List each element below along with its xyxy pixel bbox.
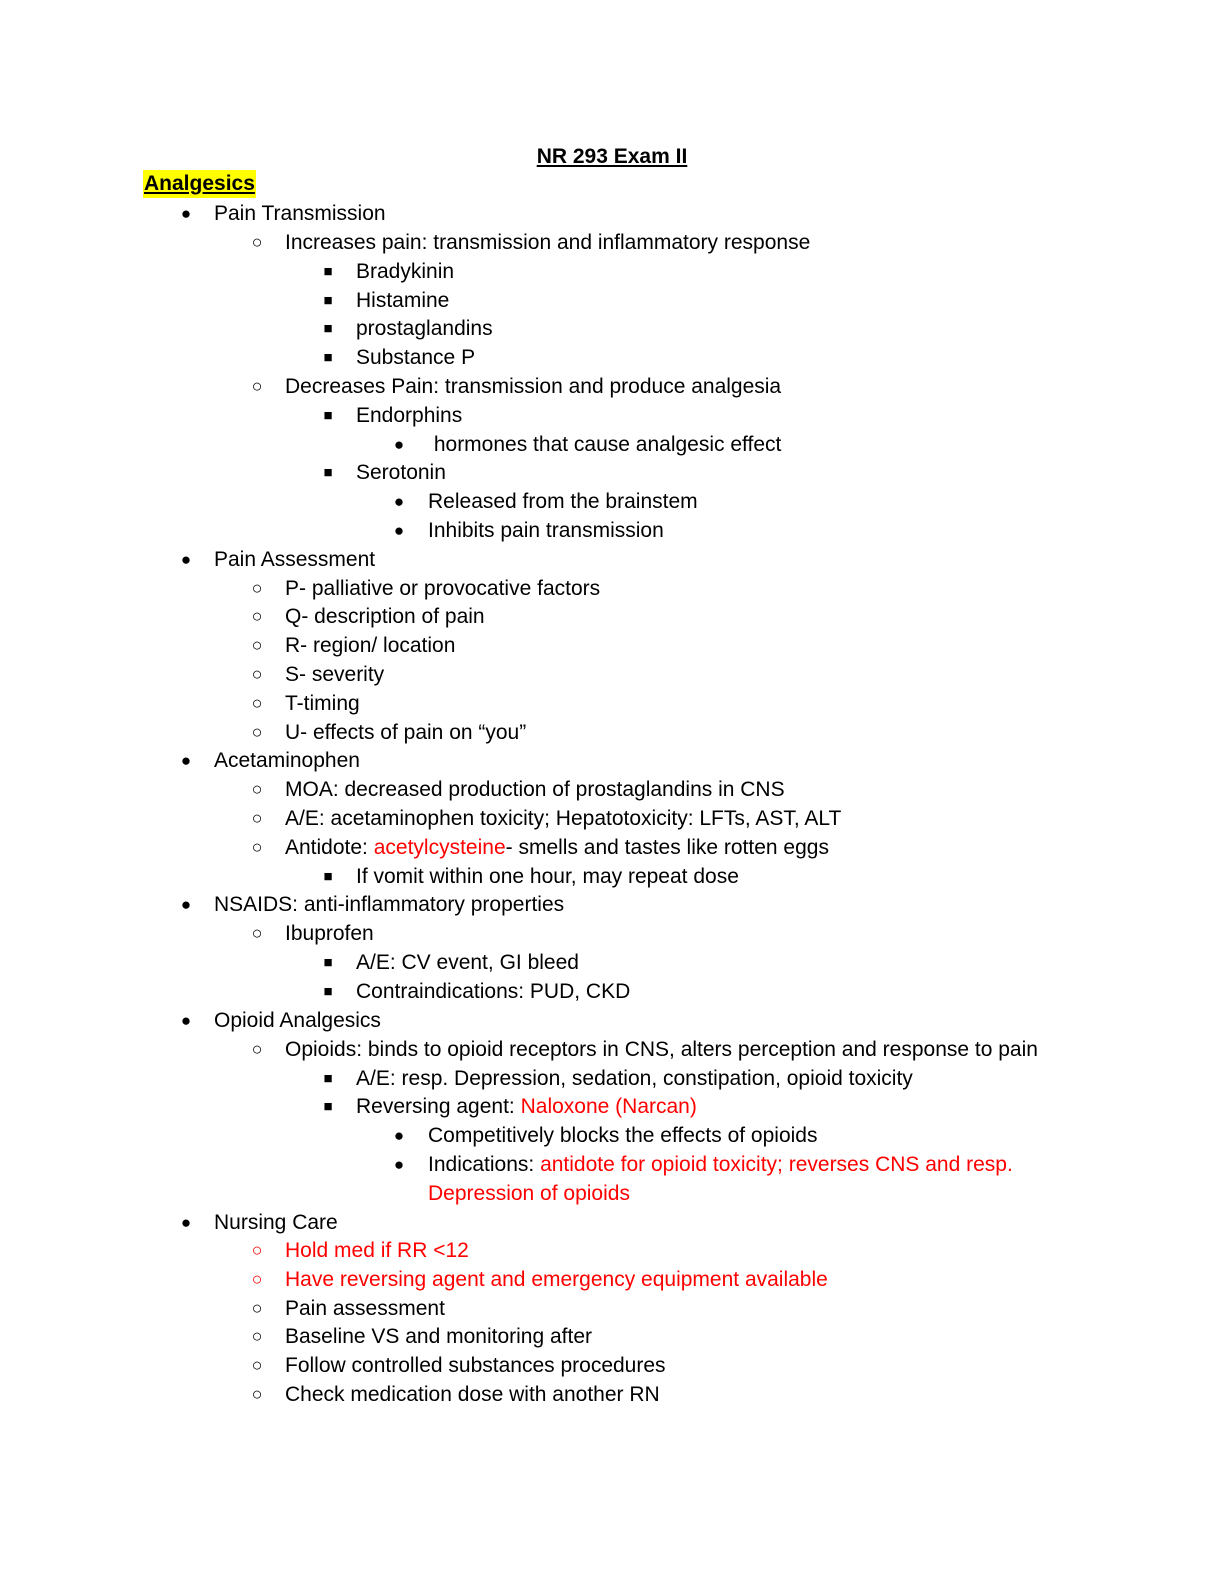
list-item-text: A/E: acetaminophen toxicity; Hepatotoxicity: LFTs, AST, ALT: [285, 807, 842, 830]
list-item-text: If vomit within one hour, may repeat dose: [356, 865, 739, 888]
list-item-text: U- effects of pain on “you”: [285, 721, 527, 744]
list-item-text: T-timing: [285, 692, 360, 715]
bullet-disc-icon: ●: [393, 492, 405, 511]
bullet-square-icon: ■: [323, 349, 333, 366]
bullet-circle-icon: ○: [251, 1039, 263, 1059]
list-item-text: Pain Transmission: [214, 202, 386, 225]
list-item-text: Opioid Analgesics: [214, 1009, 381, 1032]
bullet-circle-icon: ○: [251, 923, 263, 943]
list-item-text: Substance P: [356, 346, 476, 369]
list-item-text: [285, 833, 829, 862]
bullet-circle-icon: ○: [251, 693, 263, 713]
list-item-text: A/E: resp. Depression, sedation, constipation, opioid toxicity: [356, 1067, 913, 1090]
list-item-text: NSAIDS: anti-inflammatory properties: [214, 893, 565, 916]
list-item-text: Contraindications: PUD, CKD: [356, 980, 631, 1003]
list-item-text: Ibuprofen: [285, 922, 374, 945]
indications-text-continued: Depression of opioids: [428, 1182, 630, 1205]
list-item-text: Q- description of pain: [285, 605, 485, 628]
list-item-text: Competitively blocks the effects of opioids: [428, 1124, 818, 1147]
list-item-text: Pain assessment: [285, 1297, 445, 1320]
bullet-circle-icon: ○: [251, 664, 263, 684]
bullet-circle-icon: ○: [251, 635, 263, 655]
list-item-text: Serotonin: [356, 461, 446, 484]
bullet-circle-icon: ○: [251, 1240, 263, 1260]
reversing-prefix: Reversing agent:: [356, 1095, 521, 1118]
list-item-text: S- severity: [285, 663, 385, 686]
bullet-circle-icon: ○: [251, 376, 263, 396]
list-item-text: Hold med if RR <12: [285, 1239, 469, 1262]
bullet-square-icon: ■: [323, 320, 333, 337]
bullet-square-icon: ■: [323, 983, 333, 1000]
list-item-text: Released from the brainstem: [428, 490, 698, 513]
list-item-text: Follow controlled substances procedures: [285, 1354, 666, 1377]
list-item-text: Acetaminophen: [214, 749, 360, 772]
list-item-text: MOA: decreased production of prostaglandins in CNS: [285, 778, 785, 801]
list-item-text: Check medication dose with another RN: [285, 1383, 660, 1406]
list-item-text: Inhibits pain transmission: [428, 519, 664, 542]
list-item-text: hormones that cause analgesic effect: [428, 433, 782, 456]
bullet-square-icon: ■: [323, 868, 333, 885]
bullet-disc-icon: ●: [180, 1213, 192, 1232]
bullet-square-icon: ■: [323, 954, 333, 971]
bullet-circle-icon: ○: [251, 1269, 263, 1289]
list-item-text: Decreases Pain: transmission and produce analgesia: [285, 375, 782, 398]
bullet-circle-icon: ○: [251, 578, 263, 598]
antidote-name: acetylcysteine: [373, 836, 506, 859]
list-item-text: Bradykinin: [356, 260, 455, 283]
bullet-circle-icon: ○: [251, 1355, 263, 1375]
bullet-circle-icon: ○: [251, 779, 263, 799]
list-item-text: Opioids: binds to opioid receptors in CNS, alters perception and response to pain: [285, 1038, 1038, 1061]
indications-text: antidote for opioid toxicity; reverses CNS and resp.: [540, 1153, 1013, 1176]
list-item-text: Endorphins: [356, 404, 463, 427]
list-item-text: [356, 1092, 697, 1121]
bullet-circle-icon: ○: [251, 808, 263, 828]
bullet-disc-icon: ●: [180, 204, 192, 223]
list-item-text: Have reversing agent and emergency equipment available: [285, 1268, 828, 1291]
list-item-text: Pain Assessment: [214, 548, 376, 571]
bullet-disc-icon: ●: [180, 550, 192, 569]
bullet-disc-icon: ●: [180, 751, 192, 770]
bullet-disc-icon: ●: [393, 1155, 405, 1174]
reversing-name: Naloxone (Narcan): [520, 1095, 697, 1118]
list-item-text: Increases pain: transmission and inflammatory response: [285, 231, 811, 254]
list-item-text: Nursing Care: [214, 1211, 338, 1234]
bullet-circle-icon: ○: [251, 1384, 263, 1404]
bullet-square-icon: ■: [323, 263, 333, 280]
bullet-disc-icon: ●: [180, 1011, 192, 1030]
bullet-square-icon: ■: [323, 464, 333, 481]
list-item-text: R- region/ location: [285, 634, 456, 657]
section-heading-analgesics: Analgesics: [143, 170, 256, 198]
bullet-square-icon: ■: [323, 1070, 333, 1087]
bullet-circle-icon: ○: [251, 837, 263, 857]
list-item-text: [428, 1150, 1013, 1179]
bullet-disc-icon: ●: [393, 1126, 405, 1145]
bullet-square-icon: ■: [323, 1098, 333, 1115]
bullet-circle-icon: ○: [251, 1298, 263, 1318]
list-item-text: Baseline VS and monitoring after: [285, 1325, 593, 1348]
list-item-text: P- palliative or provocative factors: [285, 577, 601, 600]
list-item-text: A/E: CV event, GI bleed: [356, 951, 579, 974]
bullet-circle-icon: ○: [251, 606, 263, 626]
document-title: NR 293 Exam II: [536, 145, 688, 168]
bullet-square-icon: ■: [323, 292, 333, 309]
bullet-disc-icon: ●: [393, 521, 405, 540]
list-item-text: prostaglandins: [356, 317, 493, 340]
bullet-circle-icon: ○: [251, 232, 263, 252]
bullet-disc-icon: ●: [393, 435, 405, 454]
list-item-text: Histamine: [356, 289, 450, 312]
indications-prefix: Indications:: [428, 1153, 541, 1176]
antidote-prefix: Antidote:: [285, 836, 374, 859]
bullet-disc-icon: ●: [180, 895, 192, 914]
bullet-circle-icon: ○: [251, 1326, 263, 1346]
bullet-circle-icon: ○: [251, 722, 263, 742]
bullet-square-icon: ■: [323, 407, 333, 424]
antidote-suffix: - smells and tastes like rotten eggs: [505, 836, 829, 859]
